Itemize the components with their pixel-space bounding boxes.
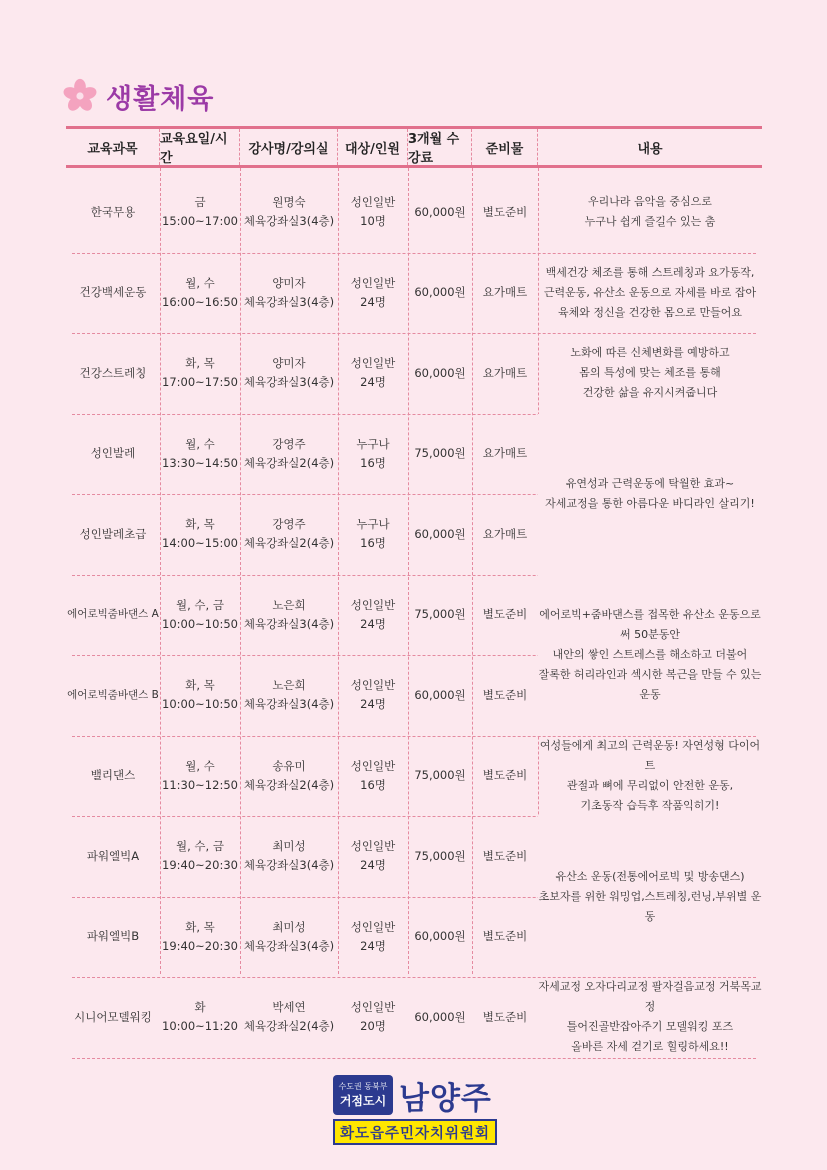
- target-count-cell: [338, 655, 408, 736]
- room-text: 체육강좌실2(4층): [243, 1019, 335, 1034]
- target-text: 성인일반: [350, 195, 396, 210]
- day-text: 화, 목: [185, 678, 215, 693]
- count-text: 10명: [360, 214, 386, 229]
- instructor-text: 강영주: [272, 517, 306, 532]
- count-text: 20명: [360, 1019, 386, 1034]
- fee-text: 60,000원: [414, 204, 466, 219]
- day-text: 월, 수, 금: [176, 597, 224, 612]
- day-time-cell: [160, 736, 240, 817]
- content-line: 잘록한 허리라인과 섹시한 복근을 만들 수 있는 운동: [538, 668, 762, 701]
- count-text: 16명: [360, 455, 386, 470]
- day-time-cell: [160, 414, 240, 495]
- content-cell: [538, 736, 762, 817]
- content-line: 올바른 자세 걷기로 힐링하세요!!: [571, 1040, 729, 1054]
- target-text: 성인일반: [350, 275, 396, 290]
- subject-cell: [66, 897, 160, 978]
- subject-text: 한국무용: [90, 204, 136, 219]
- fee-cell: [408, 333, 472, 414]
- table-body: [66, 168, 762, 1054]
- day-time-cell: [160, 333, 240, 414]
- content-line: 틀어진골반잡아주기 모델워킹 포즈: [566, 1020, 734, 1034]
- subject-cell: [66, 655, 160, 736]
- subject-text: 파워엘빅B: [86, 929, 140, 944]
- subject-cell: [66, 977, 160, 1058]
- time-text: 11:30~12:50: [162, 777, 238, 792]
- content-line: 여성들에게 최고의 근력운동! 자연성형 다이어트: [539, 738, 761, 772]
- fee-text: 75,000원: [414, 446, 466, 461]
- time-text: 10:00~10:50: [162, 697, 238, 712]
- content-line: 자세교정을 통한 아름다운 바디라인 살리기!: [545, 497, 755, 510]
- content-cell: [538, 977, 762, 1058]
- target-text: 누구나: [356, 517, 390, 532]
- room-text: 체육강좌실2(4층): [243, 536, 335, 551]
- subject-cell: [66, 253, 160, 334]
- day-text: 월, 수, 금: [176, 839, 224, 854]
- target-text: 성인일반: [350, 678, 396, 693]
- day-text: 금: [194, 195, 206, 210]
- prep-text: 별도준비: [482, 607, 528, 622]
- prep-cell: [472, 655, 538, 736]
- instructor-text: 송유미: [272, 758, 306, 773]
- fee-cell: [408, 253, 472, 334]
- day-time-cell: [160, 494, 240, 575]
- count-text: 24명: [360, 697, 386, 712]
- subject-cell: [66, 414, 160, 495]
- time-text: 10:00~11:20: [162, 1019, 238, 1034]
- instructor-room-cell: [240, 172, 338, 253]
- prep-text: 별도준비: [482, 204, 528, 219]
- fee-cell: [408, 575, 472, 656]
- instructor-text: 강영주: [272, 436, 306, 451]
- instructor-text: 양미자: [272, 275, 306, 290]
- instructor-text: 노은희: [272, 678, 306, 693]
- content-line: 건강한 삶을 유지시켜줍니다: [582, 386, 718, 400]
- instructor-room-cell: [240, 736, 338, 817]
- badge-line1: 수도권 동북부: [338, 1082, 388, 1091]
- prep-text: 별도준비: [482, 1009, 528, 1024]
- instructor-text: 양미자: [272, 356, 306, 371]
- fee-text: 75,000원: [414, 607, 466, 622]
- prep-cell: [472, 414, 538, 495]
- instructor-room-cell: [240, 253, 338, 334]
- day-text: 화, 목: [185, 356, 215, 371]
- prep-text: 별도준비: [482, 848, 528, 863]
- subject-text: 건강스트레칭: [79, 365, 147, 380]
- target-count-cell: [338, 333, 408, 414]
- target-count-cell: [338, 897, 408, 978]
- subject-text: 건강백세운동: [79, 285, 147, 300]
- count-text: 24명: [360, 294, 386, 309]
- prep-text: 별도준비: [482, 687, 528, 702]
- target-count-cell: [338, 172, 408, 253]
- page-title: 생활체육: [106, 83, 215, 115]
- target-text: 성인일반: [350, 597, 396, 612]
- subject-cell: [66, 172, 160, 253]
- content-line: 초보자를 위한 워밍업,스트레칭,런닝,부위별 운동: [538, 889, 762, 923]
- time-text: 10:00~10:50: [162, 616, 238, 631]
- day-time-cell: [160, 172, 240, 253]
- content-line: 몸의 특성에 맞는 체조를 통해: [579, 366, 721, 380]
- org-name: 화도읍주민자치위원회: [333, 1119, 497, 1145]
- room-text: 체육강좌실3(4층): [243, 616, 335, 631]
- day-text: 월, 수: [185, 758, 215, 773]
- instructor-room-cell: [240, 816, 338, 897]
- target-text: 성인일반: [350, 839, 396, 854]
- count-text: 24명: [360, 375, 386, 390]
- instructor-room-cell: [240, 494, 338, 575]
- count-text: 24명: [360, 858, 386, 873]
- row-divider: [72, 1058, 756, 1059]
- content-line: 누구나 쉽게 즐길수 있는 춤: [584, 215, 716, 229]
- prep-cell: [472, 253, 538, 334]
- fee-text: 75,000원: [414, 848, 466, 863]
- day-time-cell: [160, 977, 240, 1058]
- instructor-room-cell: [240, 977, 338, 1058]
- fee-cell: [408, 897, 472, 978]
- content-cell: [538, 575, 762, 736]
- subject-text: 시니어모델워킹: [74, 1009, 152, 1024]
- content-line: 자세교정 오자다리교정 팔자걸음교정 거북목교정: [538, 980, 762, 1014]
- room-text: 체육강좌실3(4층): [243, 375, 335, 390]
- prep-cell: [472, 333, 538, 414]
- instructor-text: 원명숙: [272, 195, 306, 210]
- subject-cell: [66, 494, 160, 575]
- count-text: 16명: [360, 536, 386, 551]
- room-text: 체육강좌실3(4층): [243, 697, 335, 712]
- content-line: 내안의 쌓인 스트레스를 해소하고 더불어: [552, 648, 748, 661]
- instructor-room-cell: [240, 655, 338, 736]
- prep-text: 요가매트: [482, 526, 528, 541]
- header-subject: 교육과목: [66, 129, 160, 165]
- hub-city-badge: [333, 1075, 393, 1115]
- instructor-room-cell: [240, 897, 338, 978]
- time-text: 19:40~20:30: [162, 938, 238, 953]
- prep-cell: [472, 736, 538, 817]
- content-line: 백세건강 체조를 통해 스트레칭과 요가동작,: [545, 265, 755, 279]
- organization-logo: [333, 1075, 497, 1147]
- content-line: 우리나라 음악을 중심으로: [588, 195, 712, 209]
- subject-text: 에어로빅줌바댄스 B: [67, 688, 159, 701]
- room-text: 체육강좌실2(4층): [243, 455, 335, 470]
- subject-text: 파워엘빅A: [86, 848, 140, 863]
- content-cell: [538, 333, 762, 414]
- city-name: 남양주: [399, 1081, 492, 1117]
- room-text: 체육강좌실3(4층): [243, 214, 335, 229]
- prep-text: 별도준비: [482, 929, 528, 944]
- fee-cell: [408, 977, 472, 1058]
- fee-text: 60,000원: [414, 526, 466, 541]
- day-time-cell: [160, 253, 240, 334]
- content-cell: [538, 816, 762, 977]
- prep-cell: [472, 977, 538, 1058]
- badge-line2: 거점도시: [339, 1094, 387, 1108]
- subject-text: 에어로빅줌바댄스 A: [67, 608, 159, 621]
- content-line: 유연성과 근력운동에 탁월한 효과~: [565, 477, 735, 490]
- header-content: 내용: [637, 141, 663, 157]
- prep-text: 요가매트: [482, 365, 528, 380]
- header-day-time: 교육요일/시간: [160, 129, 240, 165]
- time-text: 14:00~15:00: [162, 536, 238, 551]
- content-line: 기초동작 습득후 작품익히기!: [580, 798, 720, 812]
- prep-cell: [472, 494, 538, 575]
- room-text: 체육강좌실3(4층): [243, 294, 335, 309]
- fee-cell: [408, 494, 472, 575]
- subject-cell: [66, 736, 160, 817]
- count-text: 16명: [360, 777, 386, 792]
- target-count-cell: [338, 977, 408, 1058]
- section-title: [62, 78, 214, 114]
- instructor-room-cell: [240, 575, 338, 656]
- fee-text: 60,000원: [414, 929, 466, 944]
- time-text: 19:40~20:30: [162, 858, 238, 873]
- instructor-room-cell: [240, 414, 338, 495]
- header-instructor-room: 강사명/강의실: [240, 129, 338, 165]
- day-text: 화, 목: [185, 919, 215, 934]
- fee-text: 60,000원: [414, 285, 466, 300]
- prep-cell: [472, 897, 538, 978]
- subject-cell: [66, 816, 160, 897]
- target-text: 성인일반: [350, 919, 396, 934]
- content-line: 노화에 따른 신체변화를 예방하고: [570, 346, 730, 360]
- target-text: 성인일반: [350, 758, 396, 773]
- fee-cell: [408, 816, 472, 897]
- content-line: 에어로빅+줌바댄스를 접목한 유산소 운동으로써 50분동안: [539, 608, 761, 641]
- subject-cell: [66, 575, 160, 656]
- subject-text: 성인발레: [90, 446, 136, 461]
- fee-text: 60,000원: [414, 365, 466, 380]
- prep-text: 요가매트: [482, 285, 528, 300]
- fee-cell: [408, 736, 472, 817]
- subject-cell: [66, 333, 160, 414]
- room-text: 체육강좌실3(4층): [243, 858, 335, 873]
- content-cell: [538, 172, 762, 253]
- content-line: 육체와 정신을 건강한 몸으로 만들어요: [557, 305, 742, 319]
- fee-text: 75,000원: [414, 768, 466, 783]
- target-count-cell: [338, 736, 408, 817]
- fee-text: 60,000원: [414, 1009, 466, 1024]
- day-time-cell: [160, 897, 240, 978]
- target-count-cell: [338, 816, 408, 897]
- day-text: 월, 수: [185, 436, 215, 451]
- fee-cell: [408, 414, 472, 495]
- target-text: 성인일반: [350, 1000, 396, 1015]
- header-target-count: 대상/인원: [338, 129, 408, 165]
- instructor-text: 최미성: [272, 839, 306, 854]
- table-header: [66, 126, 762, 168]
- content-line: 관절과 뼈에 무리없이 안전한 운동,: [566, 778, 734, 792]
- schedule-table: [66, 126, 762, 1054]
- subject-text: 성인발레초급: [79, 526, 147, 541]
- time-text: 17:00~17:50: [162, 375, 238, 390]
- prep-cell: [472, 172, 538, 253]
- fee-cell: [408, 172, 472, 253]
- day-time-cell: [160, 816, 240, 897]
- time-text: 13:30~14:50: [162, 455, 238, 470]
- content-cell: [538, 253, 762, 334]
- header-fee: 3개월 수강료: [408, 129, 472, 165]
- target-count-cell: [338, 494, 408, 575]
- count-text: 24명: [360, 938, 386, 953]
- fee-text: 60,000원: [414, 687, 466, 702]
- day-text: 화: [194, 1000, 206, 1015]
- day-time-cell: [160, 655, 240, 736]
- instructor-room-cell: [240, 333, 338, 414]
- target-count-cell: [338, 414, 408, 495]
- target-text: 성인일반: [350, 356, 396, 371]
- target-count-cell: [338, 575, 408, 656]
- prep-text: 별도준비: [482, 768, 528, 783]
- time-text: 16:00~16:50: [162, 294, 238, 309]
- header-prep: 준비물: [472, 129, 538, 165]
- room-text: 체육강좌실2(4층): [243, 777, 335, 792]
- subject-text: 밸리댄스: [90, 768, 136, 783]
- fee-cell: [408, 655, 472, 736]
- count-text: 24명: [360, 616, 386, 631]
- day-text: 화, 목: [185, 517, 215, 532]
- content-line: 유산소 운동(전통에어로빅 및 방송댄스): [555, 869, 745, 883]
- time-text: 15:00~17:00: [162, 214, 238, 229]
- cherry-blossom-icon: [62, 78, 98, 114]
- target-text: 누구나: [356, 436, 390, 451]
- room-text: 체육강좌실3(4층): [243, 938, 335, 953]
- content-cell: [538, 414, 762, 575]
- instructor-text: 노은희: [272, 597, 306, 612]
- prep-text: 요가매트: [482, 446, 528, 461]
- prep-cell: [472, 575, 538, 656]
- instructor-text: 박세연: [272, 1000, 306, 1015]
- prep-cell: [472, 816, 538, 897]
- instructor-text: 최미성: [272, 919, 306, 934]
- day-text: 월, 수: [185, 275, 215, 290]
- day-time-cell: [160, 575, 240, 656]
- content-line: 근력운동, 유산소 운동으로 자세를 바로 잡아: [543, 285, 757, 299]
- target-count-cell: [338, 253, 408, 334]
